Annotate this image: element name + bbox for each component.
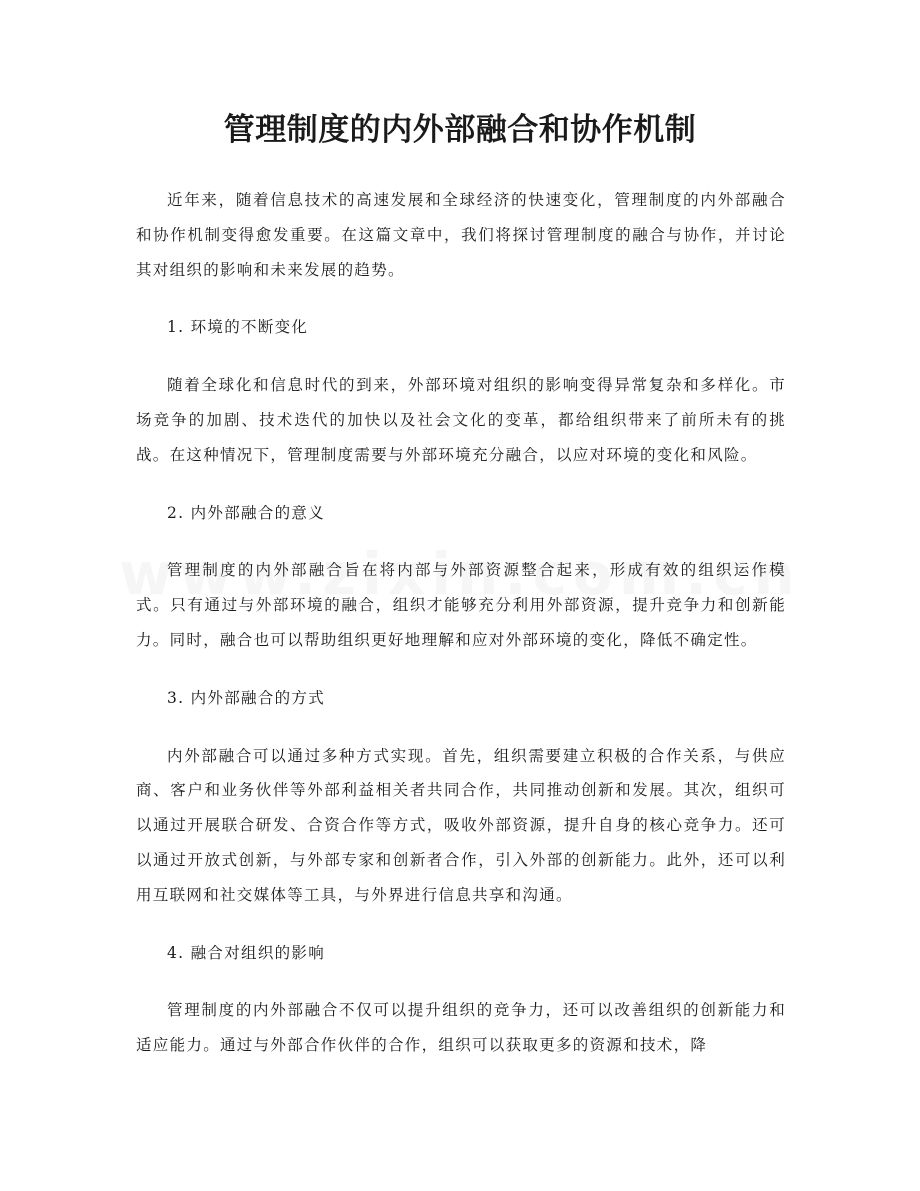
section-body-4: 管理制度的内外部融合不仅可以提升组织的竞争力，还可以改善组织的创新能力和适应能力。通过与外部合作伙伴的合作，组织可以获取更多的资源和技术，降	[136, 1001, 786, 1055]
section-heading-1: 1. 环境的不断变化	[167, 318, 309, 337]
intro-paragraph: 近年来，随着信息技术的高速发展和全球经济的快速变化，管理制度的内外部融合和协作机制变得愈发重要。在这篇文章中，我们将探讨管理制度的融合与协作，并讨论其对组织的影响和未来发展的趋势。	[136, 191, 786, 279]
section-heading-3: 3. 内外部融合的方式	[167, 688, 326, 707]
section-body-2: 管理制度的内外部融合旨在将内部与外部资源整合起来，形成有效的组织运作模式。只有通过与外部环境的融合，组织才能够充分利用外部资源，提升竞争力和创新能力。同时，融合也可以帮助组织更好地理解和应对外部环境的变化，降低不确定性。	[136, 561, 786, 649]
section-body-1: 随着全球化和信息时代的到来，外部环境对组织的影响变得异常复杂和多样化。市场竞争的加剧、技术迭代的加快以及社会文化的变革，都给组织带来了前所未有的挑战。在这种情况下，管理制度需要与外部环境充分融合，以应对环境的变化和风险。	[136, 376, 786, 464]
section-heading-4: 4. 融合对组织的影响	[167, 943, 326, 962]
section-heading-2: 2. 内外部融合的意义	[167, 503, 326, 522]
document-body	[136, 183, 786, 1063]
document-title: 管理制度的内外部融合和协作机制	[223, 112, 697, 148]
section-body-3: 内外部融合可以通过多种方式实现。首先，组织需要建立积极的合作关系，与供应商、客户和业务伙伴等外部利益相关者共同合作，共同推动创新和发展。其次，组织可以通过开展联合研发、合资合作等方式，吸收外部资源，提升自身的核心竞争力。还可以通过开放式创新，与外部专家和创新者合作，引入外部的创新能力。此外，还可以利用互联网和社交媒体等工具，与外界进行信息共享和沟通。	[136, 746, 786, 904]
